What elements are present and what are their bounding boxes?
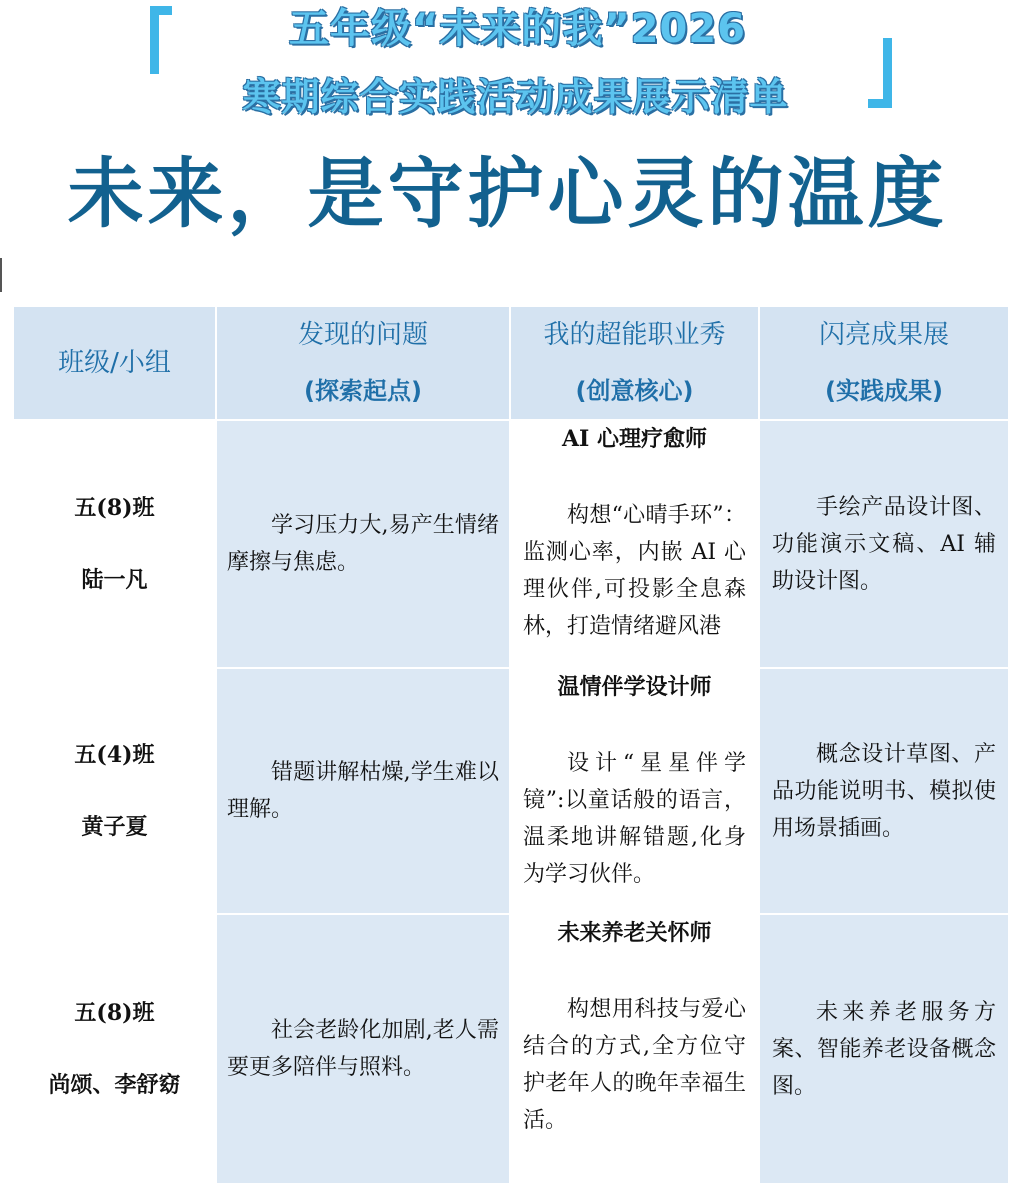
member-names: 黄子夏 <box>81 814 148 840</box>
member-names: 陆一凡 <box>81 567 148 593</box>
header-line-1: 五年级“未来的我”2026 <box>289 6 746 52</box>
role-description: 设计“星星伴学镜”:以童话般的语言，温柔地讲解错题,化身为学习伙伴。 <box>523 751 746 887</box>
result-text: 未来养老服务方案、智能养老设备概念图。 <box>772 999 996 1099</box>
column-header-role <box>510 306 759 420</box>
class-cell <box>13 420 216 668</box>
column-header-problem <box>216 306 510 420</box>
column-label: 发现的问题 <box>297 320 428 350</box>
class-cell <box>13 668 216 914</box>
main-title: 未来，是守护心灵的温度 <box>67 149 948 238</box>
role-cell <box>510 914 759 1184</box>
member-names: 尚颂、李舒窈 <box>48 1072 181 1098</box>
result-text: 概念设计草图、产品功能说明书、模拟使用场景插画。 <box>772 741 996 841</box>
column-sublabel: (实践成果) <box>825 377 943 405</box>
role-description: 构想“心晴手环”：监测心率，内嵌 AI 心理伙伴,可投影全息森林，打造情绪避风港 <box>523 503 746 639</box>
column-label: 我的超能职业秀 <box>543 320 726 350</box>
problem-cell <box>216 668 510 914</box>
role-cell <box>510 668 759 914</box>
column-sublabel: (探索起点) <box>304 377 422 405</box>
column-header-class <box>13 306 216 420</box>
role-title: AI 心理疗愈师 <box>561 426 708 452</box>
problem-text: 社会老龄化加剧,老人需要更多陪伴与照料。 <box>227 1018 499 1080</box>
result-text: 手绘产品设计图、功能演示文稿、AI 辅助设计图。 <box>772 494 996 594</box>
class-name: 五(8)班 <box>74 495 155 521</box>
table-row <box>13 668 1009 914</box>
table-header-row <box>13 306 1009 420</box>
header-line-2: 寒期综合实践活动成果展示清单 <box>242 75 789 119</box>
result-cell <box>759 914 1009 1184</box>
problem-text: 学习压力大,易产生情绪摩擦与焦虑。 <box>227 513 499 575</box>
role-title: 未来养老关怀师 <box>557 920 712 946</box>
column-header-result <box>759 306 1009 420</box>
column-label: 班级/小组 <box>58 348 171 378</box>
result-cell <box>759 420 1009 668</box>
class-name: 五(4)班 <box>74 742 155 768</box>
showcase-table <box>12 305 1010 1185</box>
result-cell <box>759 668 1009 914</box>
table-row <box>13 914 1009 1184</box>
table-row <box>13 420 1009 668</box>
edge-mark <box>0 258 2 292</box>
problem-cell <box>216 420 510 668</box>
role-cell <box>510 420 759 668</box>
problem-cell <box>216 914 510 1184</box>
problem-text: 错题讲解枯燥,学生难以理解。 <box>227 760 499 822</box>
class-cell <box>13 914 216 1184</box>
column-sublabel: (创意核心) <box>575 377 694 405</box>
role-description: 构想用科技与爱心结合的方式,全方位守护老年人的晚年幸福生活。 <box>523 997 746 1133</box>
column-label: 闪亮成果展 <box>818 320 949 350</box>
class-name: 五(8)班 <box>74 1000 155 1026</box>
role-title: 温情伴学设计师 <box>557 674 712 700</box>
